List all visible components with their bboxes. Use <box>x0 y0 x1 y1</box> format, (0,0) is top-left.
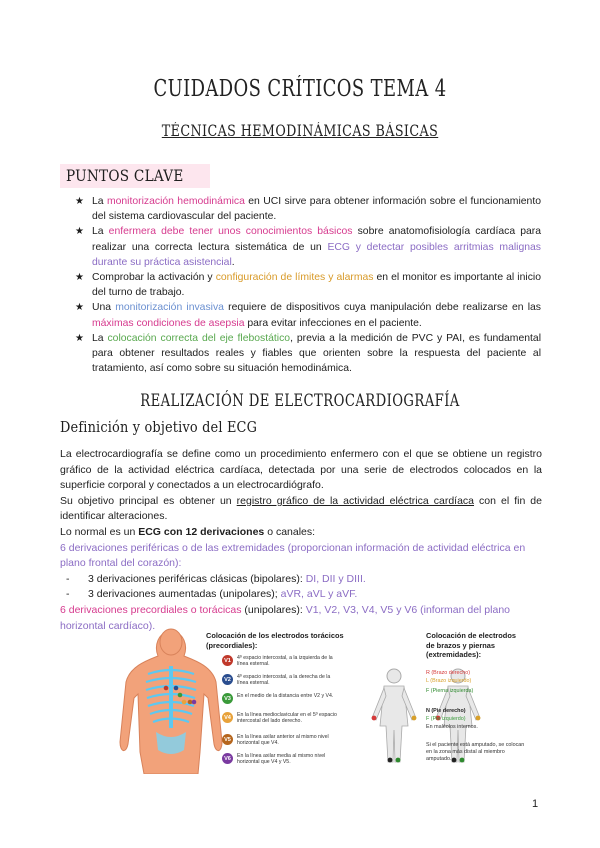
precordial-row <box>222 674 340 687</box>
limb-lead-note: N (Pie derecho) <box>426 708 466 714</box>
star-icon: ★ <box>75 226 84 238</box>
document-subtitle: TÉCNICAS HEMODINÁMICAS BÁSICAS <box>161 122 439 140</box>
lead-badge: V6 <box>222 753 233 764</box>
list-item: - 3 derivaciones aumentadas (unipolares); aVR, aVL y aVF. <box>66 588 358 601</box>
paragraph: Lo normal es un ECG con 12 derivaciones o canales: <box>60 525 316 538</box>
precordial-row <box>222 655 340 668</box>
list-item: ★ La colocación correcta del eje flebostático, previa a la medición de PVC y PAI, es fundamental para obtener resultados reales y fiables que orienten sobre la respuesta del paciente al tratamiento, así como sobre su situación hemodinámica. <box>75 332 541 375</box>
key-points-heading: PUNTOS CLAVE <box>60 164 210 188</box>
key-points-list <box>75 194 541 376</box>
lead-badge: V5 <box>222 734 233 745</box>
limb-lead-note: F (Pierna izquierda) <box>426 688 474 694</box>
precordial-row <box>222 693 340 704</box>
limb-lead-note: L (Brazo izquierdo) <box>426 678 472 684</box>
section-heading: REALIZACIÓN DE ELECTROCARDIOGRAFÍA <box>140 391 460 410</box>
limb-lead-note: En maléolos internos. <box>426 724 478 730</box>
lead-text: 4º espacio intercostal, a la izquierda de la línea esternal. <box>237 655 333 668</box>
list-item: ★ Una monitorización invasiva requiere de dispositivos cuya manipulación debe realizarse en las máximas condiciones de asepsia para evitar infecciones en el paciente. <box>75 302 542 329</box>
lead-badge: V3 <box>222 693 233 704</box>
star-icon: ★ <box>75 196 84 207</box>
star-icon: ★ <box>75 272 84 284</box>
list-item: ★ La enfermera debe tener unos conocimientos básicos sobre anatomofisiología cardíaca para realizar una correcta lectura sistemática de un ECG y detectar posibles arritmias malignas durante su práctica asistencial. <box>75 226 541 268</box>
list-item: - 3 derivaciones periféricas clásicas (bipolares): DI, DII y DIII. <box>66 572 366 585</box>
lead-badge: V1 <box>222 655 233 666</box>
limb-caption: Colocación de electrodos de brazos y piernas (extremidades): <box>426 631 516 659</box>
section-subheading: Definición y objetivo del ECG <box>60 418 258 436</box>
precordial-row <box>222 712 340 725</box>
lead-badge: V4 <box>222 712 233 723</box>
paragraph: 6 derivaciones periféricas o de las extremidades (proporcionan información de actividad eléctrica en plano frontal del corazón): <box>60 541 526 570</box>
list-item: ★ La monitorización hemodinámica en UCI sirve para obtener información sobre el funcionamiento del sistema cardiovascular del paciente. <box>75 196 541 223</box>
lead-text: En la línea axilar anterior al mismo nivel horizontal que V4. <box>237 734 329 747</box>
section-body <box>60 447 542 634</box>
paragraph: 6 derivaciones precordiales o torácicas (unipolares): V1, V2, V3, V4, V5 y V6 (informan del plano horizontal cardíaco). <box>60 603 511 632</box>
limb-lead-note: R (Brazo derecho) <box>426 670 471 676</box>
torso-illustration <box>120 629 222 774</box>
star-icon: ★ <box>75 302 84 314</box>
paragraph: Su objetivo principal es obtener un registro gráfico de la actividad eléctrica cardíaca con el fin de identificar alteraciones. <box>60 494 542 523</box>
page-number: 1 <box>532 798 539 810</box>
limb-lead-note: Si el paciente está amputado, se colocan en la zona más distal al miembro amputado. <box>426 742 525 762</box>
precordial-row <box>222 753 340 766</box>
lead-text: En el medio de la distancia entre V2 y V4. <box>237 693 334 699</box>
lead-text: 4º espacio intercostal, a la derecha de la línea esternal. <box>237 674 331 687</box>
document-title: CUIDADOS CRÍTICOS TEMA 4 <box>153 76 447 102</box>
list-item: ★ Comprobar la activación y configuración de límites y alarmas en el monitor es importante al inicio del turno de trabajo. <box>75 272 541 299</box>
precordial-caption: Colocación de los electrodos torácicos (precordiales): <box>206 631 344 650</box>
limb-figure <box>372 669 417 762</box>
lead-text: En la línea medioclavicular en el 5º espacio intercostal del lado derecho. <box>237 712 337 725</box>
lead-text: En la línea axilar media al mismo nivel horizontal que V4 y V5. <box>237 753 326 766</box>
paragraph: La electrocardiografía se define como un procedimiento enfermero con el que se obtiene un registro gráfico de la actividad eléctrica cardíaca, detectada por una serie de electrodos colocados en la superficie corporal y conectados a un electrocardiógrafo. <box>60 448 542 492</box>
lead-badge: V2 <box>222 674 233 685</box>
limb-lead-note: F (Pie izquierdo) <box>426 716 466 722</box>
star-icon: ★ <box>75 332 84 344</box>
precordial-row <box>222 734 340 747</box>
